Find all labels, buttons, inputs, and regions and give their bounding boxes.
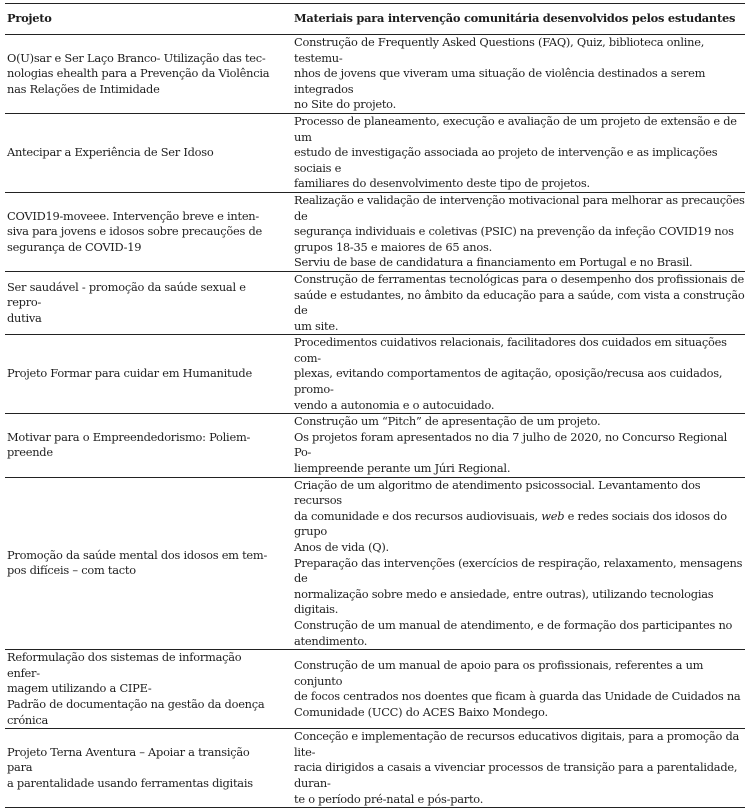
table-row bbox=[5, 35, 745, 114]
text-line: siva para jovens e idosos sobre precauções de bbox=[7, 224, 262, 239]
materials-cell bbox=[282, 477, 745, 650]
text-line: O(U)sar e Ser Laço Branco- Utilização das tec- bbox=[7, 50, 266, 65]
text-line: vendo a autonomia e o autocuidado. bbox=[294, 397, 495, 412]
project-cell bbox=[5, 477, 282, 650]
text-line: segurança de COVID-19 bbox=[7, 239, 142, 254]
table-row bbox=[5, 650, 745, 729]
materials-cell bbox=[282, 35, 745, 114]
text-line: um site. bbox=[294, 318, 339, 333]
text-line: magem utilizando a CIPE- bbox=[7, 681, 152, 696]
project-cell bbox=[5, 271, 282, 334]
materials-cell bbox=[282, 335, 745, 414]
text-line: Promoção da saúde mental dos idosos em tem- bbox=[7, 547, 268, 562]
text-line: normalização sobre medo e ansiedade, entre outras), utilizando tecnologias digitais. bbox=[294, 586, 714, 617]
text-line: preende bbox=[7, 445, 53, 460]
text-line: pos difíceis – com tacto bbox=[7, 563, 136, 578]
materials-cell bbox=[282, 414, 745, 477]
text-line: Criação de um algoritmo de atendimento psicossocial. Levantamento dos recursos bbox=[294, 477, 701, 508]
projects-table bbox=[5, 3, 745, 808]
materials-cell bbox=[282, 271, 745, 334]
text-line: Ser saudável - promoção da saúde sexual e repro- bbox=[7, 279, 246, 310]
text-line: Padrão de documentação na gestão da doença bbox=[7, 696, 265, 711]
text-line: Processo de planeamento, execução e avaliação de um projeto de extensão e de um bbox=[294, 113, 737, 144]
text-line: da comunidade e dos recursos audiovisuais, web e redes sociais dos idosos do grupo bbox=[294, 508, 727, 539]
text-line: Antecipar a Experiência de Ser Idoso bbox=[7, 145, 214, 160]
text-line: Comunidade (UCC) do ACES Baixo Mondego. bbox=[294, 704, 548, 719]
text-line: familiares do desenvolvimento deste tipo de projetos. bbox=[294, 176, 590, 191]
text-line: segurança individuais e coletivas (PSIC) na prevenção da infeção COVID19 nos bbox=[294, 224, 734, 239]
project-cell bbox=[5, 414, 282, 477]
project-cell bbox=[5, 192, 282, 271]
text-line: nologias ehealth para a Prevenção da Violência bbox=[7, 66, 270, 81]
column-header-project: Projeto bbox=[5, 4, 282, 35]
table-row bbox=[5, 271, 745, 334]
text-line: nhos de jovens que viveram uma situação de violência destinados a serem integrados bbox=[294, 66, 706, 96]
text-line: COVID19-moveee. Intervenção breve e inten- bbox=[7, 208, 259, 223]
text-line: Preparação das intervenções (exercícios de respiração, relaxamento, mensagens de bbox=[294, 555, 743, 586]
text-line: Construção um “Pitch” de apresentação de um projeto. bbox=[294, 414, 601, 429]
text-line: estudo de investigação associada ao projeto de intervenção e as implicações sociais e bbox=[294, 145, 718, 175]
table-row bbox=[5, 414, 745, 477]
project-cell bbox=[5, 113, 282, 192]
project-cell bbox=[5, 35, 282, 114]
text-line: crónica bbox=[7, 712, 49, 727]
column-header-materials: Materiais para intervenção comunitária desenvolvidos pelos estudantes bbox=[282, 4, 745, 35]
text-line: Projeto Terna Aventura – Apoiar a transição para bbox=[7, 744, 250, 775]
materials-cell bbox=[282, 650, 745, 729]
text-line: Construção de um manual de atendimento, e de formação dos participantes no bbox=[294, 617, 733, 632]
text-line: saúde e estudantes, no âmbito da educação para a saúde, com vista a construção de bbox=[294, 287, 745, 318]
text-line: te o período pré-natal e pós-parto. bbox=[294, 791, 484, 806]
text-line: Construção de Frequently Asked Questions (FAQ), Quiz, biblioteca online, testemu- bbox=[294, 35, 705, 65]
text-line: Conceção e implementação de recursos educativos digitais, para a promoção da lite- bbox=[294, 729, 740, 759]
text-line: no Site do projeto. bbox=[294, 97, 396, 112]
text-line: dutiva bbox=[7, 310, 42, 325]
text-line: liempreende perante um Júri Regional. bbox=[294, 461, 511, 476]
project-cell bbox=[5, 650, 282, 729]
table-row bbox=[5, 477, 745, 650]
table-row bbox=[5, 335, 745, 414]
text-line: Anos de vida (Q). bbox=[294, 540, 389, 554]
text-line: grupos 18-35 e maiores de 65 anos. bbox=[294, 239, 492, 254]
text-line: racia dirigidos a casais a vivenciar processos de transição para a parentalidade, duran- bbox=[294, 760, 738, 790]
table-body bbox=[5, 35, 745, 808]
text-line: plexas, evitando comportamentos de agitação, oposição/recusa aos cuidados, promo- bbox=[294, 366, 723, 397]
table-row bbox=[5, 113, 745, 192]
materials-cell bbox=[282, 113, 745, 192]
text-line: Construção de um manual de apoio para os profissionais, referentes a um conjunto bbox=[294, 657, 704, 688]
table-row bbox=[5, 729, 745, 808]
text-line: Realização e validação de intervenção motivacional para melhorar as precauções de bbox=[294, 192, 745, 223]
materials-cell bbox=[282, 192, 745, 271]
text-line: atendimento. bbox=[294, 633, 368, 648]
text-line: Motivar para o Empreendedorismo: Poliem- bbox=[7, 429, 251, 444]
text-line: Construção de ferramentas tecnológicas para o desempenho dos profissionais de bbox=[294, 271, 745, 286]
text-line: Reformulação dos sistemas de informação enfer- bbox=[7, 650, 242, 680]
table-header-row bbox=[5, 4, 745, 35]
materials-cell bbox=[282, 729, 745, 808]
text-line: Projeto Formar para cuidar em Humanitude bbox=[7, 366, 252, 381]
text-line: de focos centrados nos doentes que ficam à guarda das Unidade de Cuidados na bbox=[294, 689, 741, 704]
text-line: Os projetos foram apresentados no dia 7 julho de 2020, no Concurso Regional Po- bbox=[294, 429, 728, 460]
project-cell bbox=[5, 335, 282, 414]
text-line: nas Relações de Intimidade bbox=[7, 81, 160, 96]
text-line: Procedimentos cuidativos relacionais, facilitadores dos cuidados em situações com- bbox=[294, 335, 727, 365]
table-row bbox=[5, 192, 745, 271]
text-line: a parentalidade usando ferramentas digitais bbox=[7, 775, 253, 790]
text-line: Serviu de base de candidatura a financiamento em Portugal e no Brasil. bbox=[294, 255, 693, 270]
project-cell bbox=[5, 729, 282, 808]
